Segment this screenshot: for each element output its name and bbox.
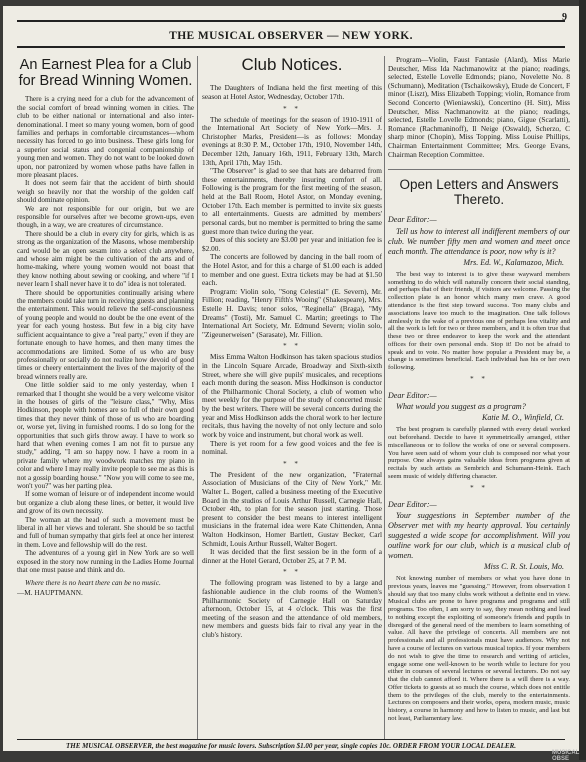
article-paragraph: There is a crying need for a club for the advancement of the social comfort of bread winning women in cities. The club to be either national or international and also inter-denominational. I meet so many young women, born of good families and perhaps in comfortable circumstances—whom necessity has forced to go into business. These girls long for a superior social status and congenial companionship of young men and women. They do not want to be looked down upon, nor patronized by women whose paths have fallen in more pleasant places. bbox=[17, 95, 194, 179]
notice-paragraph: Dues of this society are $3.00 per year and initiation fee is $2.00. bbox=[202, 236, 382, 253]
column-rule-right bbox=[384, 56, 385, 739]
article-paragraph: There should be opportunities continually arising where the members could take turn in receiving guests and planning the entertainment. This would relieve the self-consciousness of young people and would no doubt be the one event of the year for each young hostess. But few in a big city have sufficient acquaintance to give a "real party," even if they are fortunate enough to have homes, and then many times the accommodations are limited. Some of us who are busy professionally or socially do not realize how devoid of good times or cheery entertainment the lives of the majority of the bread winners really are. bbox=[17, 289, 194, 381]
page-number: 9 bbox=[562, 12, 567, 23]
separator-stars: * * bbox=[388, 375, 570, 383]
section-title: Club Notices. bbox=[202, 56, 382, 74]
notice-paragraph: The concerts are followed by dancing in the ball room of the Hotel Astor, and for this a charge of $1.00 each is added to member and one guest. Extra tickets may be had at $1.50 each. bbox=[202, 253, 382, 287]
notice-paragraph: Program: Violin solo, "Song Celestial" (E. Severn), Mr. Fillion; reading, "Henry Fifth's Wooing" (Shakespeare), Mrs. Estelle H. Davis; tenor solos, "Reginella" (Braga), "My Dreams" (Tosti), Mr. Samuel C. Martin; greetings to The International Art Society, Mr. Edmund Severn; violin solo, "Zigeunerweisen" (Sarasate), Mr. Fillion. bbox=[202, 288, 382, 340]
letter-salutation: Dear Editor:— bbox=[388, 391, 570, 400]
separator-stars: * * bbox=[202, 568, 382, 576]
notice-paragraph: "The Observer" is glad to see that hats are debarred from these entertainments, thereby insuring comfort of all. Following is the program for the first meeting of the season, held at the Ball Room, Hotel Astor, on Monday evening, October 17th. Each member is permitted to invite six guests to all entertainments. Guests are admitted by members' personal cards, but no member is permitted to bring the same guest more than twice during the year. bbox=[202, 167, 382, 236]
article-paragraph: One little soldier said to me only yesterday, when I remarked that I thought she would be a very welcome visitor in the houses of girls of the "leisure class," "Why, Miss Hodkinson, people with homes are so full of their own good times that they never think of those of us who are boarding or, worse yet, living in furnished rooms. I do so long for the opportunities that such girls throw away. I have to work so hard that when evening comes I am not fit to pursue any study," adding, "I am so happy now. I have a room in a private family where my woodwork matches my piano in color and where I may really invite people to see me as this is not a gossip boarding house." "Now you will come to see me, won't you?" was her parting plea. bbox=[17, 381, 194, 490]
separator-stars: * * bbox=[388, 484, 570, 492]
notice-paragraph: The President of the new organization, "Fraternal Association of Musicians of the City of New York," Mr. Walter L. Bogert, called a business meeting of the Executive Board in the studios of Louis Arthur Russell, Carnegie Hall, October 4th, to plan for the season just starting. Those present to consider the best means to interest intelligent musicians in the fraternal idea were Kate Chittenden, Anna Walton Hodkinson, Homer Bartlett, Gustav Becker, Carl Schmidt, Louis Arthur Russell, Walter Bogert. bbox=[202, 471, 382, 548]
letter-answer: Not knowing number of members or what you have done in previous years, leaves me "guessing." However, from observation I should say that too many clubs work without a definite end in view. Musical clubs are prone to have programs and programs and still programs. Too often, I am sorry to say, they mean nothing and lead to nothing except the exploiting of someone's friends and pupils in disregard of the general need of the members to learn something of value. All have the privilege of concerts. All members are not professionals and all professionals must have audiences. Why not have a course of lectures on various musical topics. If your members do not wish to give the time to research and writing of articles, engage some one well-known to be worth while to lecture for you either in courses of several lectures or several lecturers. Do not say that the club cannot afford it. Where there is a will there is a way. Offer tickets to guests at so much the course, which does not entitle them to the privileges of the club, merely to the entertainments. Lectures on composers and their works, opera, modern music, music history, a course in harmony and how to listen to music, and last but not least, Parliamentary law. bbox=[388, 575, 570, 723]
letter-question: Tell us how to interest all indifferent members of our club. We number fifty men and women and meet once each month. The attendance is poor, now why is it? bbox=[388, 227, 570, 257]
letter-question: Your suggestions in September number of the Observer met with my hearty approval. You certainly suggested a wide scope for accomplishment. Will you outline work for our club, which is a musical club of women. bbox=[388, 511, 570, 561]
running-header: THE MUSICAL OBSERVER — NEW YORK. bbox=[17, 20, 565, 48]
letter-signature: Miss C. R. St. Louis, Mo. bbox=[388, 562, 564, 571]
column-rule-left bbox=[197, 56, 198, 739]
article-paragraph: The woman at the head of such a movement must be liberal in all her views and tolerant. She should be so tactful and full of human sympathy that girls feel at once her interest in them. Love and fellowship will do the rest. bbox=[17, 516, 194, 550]
notice-paragraph: The schedule of meetings for the season of 1910-1911 of the International Art Society of New York—Mrs. J. Christopher Marks, President—is as follows: Monday evenings at 8:30 P. M., October 17th, 1910, November 14th, December 12th, January 16th, 1911, February 13th, March 13th, April 17th, May 15th. bbox=[202, 116, 382, 168]
section-title: Open Letters and Answers Thereto. bbox=[388, 169, 570, 207]
article-paragraph: There should be a club in every city for girls, which is as strong as the organization of the Masons, whose membership card would be an open sesam into a select club anywhere, and whose aim might be the cultivation of the arts and of home-making, where young women would not boast that they know nothing about sewing or cooking, and where "if I never learn I shall never have it to do" idea is not tolerated. bbox=[17, 230, 194, 289]
letter-signature: Katie M. O., Winfield, Ct. bbox=[388, 413, 564, 422]
letter-block bbox=[388, 391, 570, 481]
letter-block bbox=[388, 215, 570, 371]
notice-paragraph: The Daughters of Indiana held the first meeting of this season at Hotel Astor, Wednesday, October 17th. bbox=[202, 84, 382, 101]
quote-text: Where there is no heart there can be no music. bbox=[17, 578, 194, 587]
program-listing: Program—Violin, Faust Fantasie (Alard), Miss Marie Deutscher, Miss Ida Nachmanowitz at the piano; readings, selected, Estelle Lovelle Edmonds; piano, Novelette No. 8 (Schumann), Meditation (Tschaikowsky), Etude de Concert, F minor (Liszt), Miss Elizabeth Topping; violin, Romance from Second Concerto (Wieniawski), Concertino (H. Sitt), Miss Deutscher, Miss Nachmanowitz at the piano; readings, selected, Estelle Lovelle Edmonds; piano, Gigue (Scarlatti), Romance (Rachmaninoff), Il Neige (Oswald), Scherzo, C sharp minor (Chopin), Miss Topping. Miss Louise Phillips, Chairman Entertainment Committee; Mrs. George Evans, Chairman Reception Committee. bbox=[388, 56, 570, 159]
separator-stars: * * bbox=[202, 105, 382, 113]
column-earnest-plea bbox=[17, 56, 194, 597]
letter-answer: The best way to interest is to give these wayward members something to do which will naturally concern their social standing, and perhaps that of their friends, if visitors are welcome. Passing the collection plate is an honor which many men crave. A good attendance is the first step toward success. Too many clubs and associations leave too much to the imagination. One talk follows aimlessly in the wake of a previous one of perhaps less vitality and all the work is left for two or three members, and it is often true that these two or three endeavor to keep the work and the attendant offices for their own personal ends. Stop it! Do not be afraid to speak and to vote. No matter how popular a President may be, a change is sometimes beneficial. Each individual has his or her own following. bbox=[388, 271, 570, 372]
adjacent-page-corner: MUSICAL OBSE bbox=[552, 750, 582, 760]
column-program-and-letters bbox=[388, 56, 570, 723]
separator-stars: * * bbox=[202, 342, 382, 350]
letter-signature: Mrs. Ed. W., Kalamazoo, Mich. bbox=[388, 258, 564, 267]
letter-block bbox=[388, 500, 570, 723]
separator-stars: * * bbox=[202, 460, 382, 468]
letter-question: What would you suggest as a program? bbox=[388, 402, 570, 412]
letter-answer: The best program is carefully planned with every detail worked out beforehand. Decide to have it symmetrically arranged, either miscellaneous or to follow the works of one or several composers. You have seen said of whom your club is composed nor what your purpose. One always gains valuable ideas from programs given at recitals by such artists as Sembrich and Schumann-Heink. Each seem music of widely differing character. bbox=[388, 426, 570, 480]
article-paragraph: We are not responsible for our origin, but we are responsible for ourselves after we become grown-ups, even though, in a way, we are creatures of circumstance. bbox=[17, 205, 194, 230]
closing-quote bbox=[17, 578, 194, 597]
letter-salutation: Dear Editor:— bbox=[388, 500, 570, 509]
notice-paragraph: The following program was listened to by a large and fashionable audience in the club rooms of the Women's Philharmonic Society of Carnegie Hall on Saturday afternoon, October 15, at 4 o'clock. This was the first meeting of the season and the attendance of old members, new members and guests bids fair to rival any year in the club's history. bbox=[202, 579, 382, 639]
article-paragraph: If some woman of leisure or of independent income would but organize a club along these lines, or better, it would live and grow of its own necessity. bbox=[17, 490, 194, 515]
page-footer: THE MUSICAL OBSERVER, the best magazine for music lovers. Subscription $1.00 per year, single copies 10c. ORDER FROM YOUR LOCAL DEALER. bbox=[17, 739, 565, 751]
binding-gutter bbox=[579, 0, 586, 760]
notice-paragraph: It was decided that the first session be in the form of a dinner at the Hotel Gerard, October 25, at 7 P. M. bbox=[202, 548, 382, 565]
notice-paragraph: Miss Emma Walton Hodkinson has taken spacious studios in the Lincoln Square Arcade, Broadway and Sixth-sixth Street, where she will give pupils' musicales, and receptions each month during the season. Miss Hodkinson is conductor of the Philharmonic Choral Society, a club of women who meet weekly for the purpose of the study of concerted music by the best writers. There will be several concerts during the year and Miss Hodkinson adds the choral work to her lecture recitals, thus having the novelty of not only lecture and solo work by voice and instrument, but choral work as well. bbox=[202, 353, 382, 439]
magazine-page bbox=[3, 6, 579, 751]
quote-author: —M. HAUPTMANN. bbox=[17, 588, 83, 597]
article-paragraph: The adventures of a young girl in New York are so well exposed in the story now running in the Ladies Home Journal that one must pause and think and do. bbox=[17, 549, 194, 574]
article-paragraph: It does not seem fair that the accident of birth should weigh so heavily nor that the worship of the golden calf should dominate opinion. bbox=[17, 179, 194, 204]
letter-salutation: Dear Editor:— bbox=[388, 215, 570, 224]
column-club-notices bbox=[202, 56, 382, 640]
notice-paragraph: There is yet room for a few good voices and the fee is nominal. bbox=[202, 440, 382, 457]
article-title: An Earnest Plea for a Club for Bread Winning Women. bbox=[17, 58, 194, 89]
